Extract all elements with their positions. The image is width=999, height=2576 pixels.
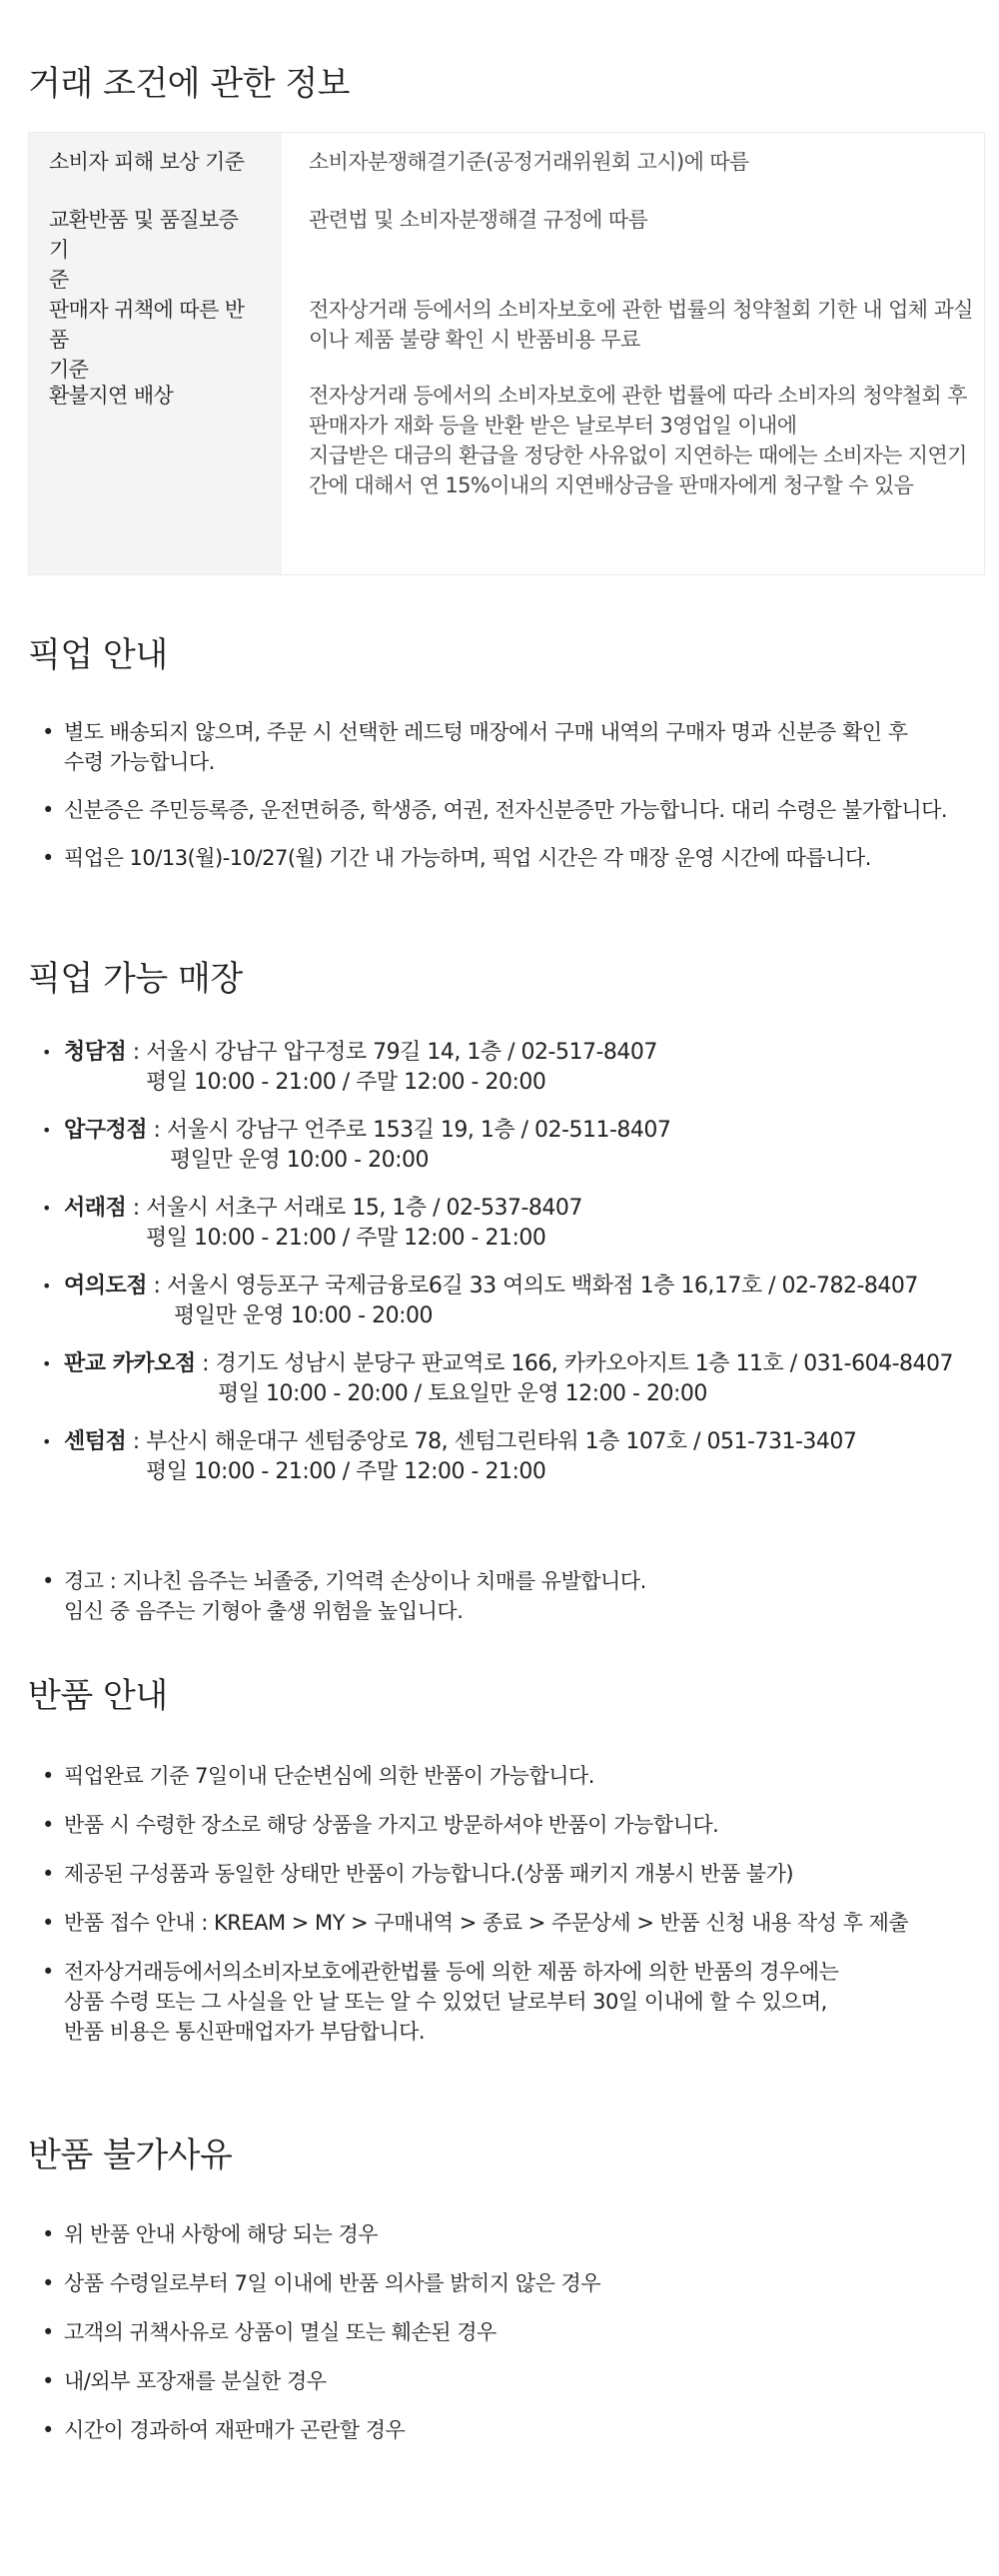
list-item: [28, 1859, 985, 1889]
list-item-line: 별도 배송되지 않으며, 주문 시 선택한 레드텅 매장에서 구매 내역의 구매자 명과 신분증 확인 후: [64, 720, 908, 744]
bullet-icon: •: [42, 1354, 51, 1373]
bullet-icon: •: [42, 1199, 51, 1218]
terms-value-line: 간에 대해서 연 15%이내의 지연배상금을 판매자에게 청구할 수 있음: [309, 473, 914, 497]
terms-key: 환불지연 배상: [49, 384, 174, 408]
bullet-icon: •: [42, 1960, 54, 1984]
store-hours: 평일 10:00 - 21:00 / 주말 12:00 - 20:00: [146, 1070, 546, 1095]
warning-line: 임신 중 음주는 기형아 출생 위험을 높입니다.: [64, 1599, 464, 1623]
no-returns-list: [28, 2219, 985, 2445]
list-item: [28, 2415, 985, 2445]
store-name: 판교 카카오점: [64, 1351, 196, 1376]
terms-value: [309, 147, 963, 177]
store-name: 센텀점: [64, 1429, 127, 1454]
terms-row: [29, 147, 984, 177]
list-item-line: 고객의 귀책사유로 상품이 멸실 또는 훼손된 경우: [64, 2320, 497, 2344]
list-item-line: 위 반품 안내 사항에 해당 되는 경우: [64, 2222, 379, 2246]
bullet-icon: •: [42, 1277, 51, 1295]
list-item: [28, 1761, 985, 1791]
bullet-icon: •: [42, 720, 54, 744]
bullet-icon: •: [42, 2369, 54, 2393]
store-name: 여의도점: [64, 1274, 148, 1298]
list-item: [28, 2268, 985, 2298]
terms-key-line: 준: [49, 268, 69, 292]
bullet-icon: •: [42, 1911, 54, 1935]
terms-row: [29, 295, 984, 385]
no-returns-title: 반품 불가사유: [28, 2136, 233, 2175]
terms-value: [309, 295, 973, 355]
terms-key: [29, 295, 259, 385]
terms-value-line: 지급받은 대금의 환급을 정당한 사유없이 지연하는 때에는 소비자는 지연기: [309, 443, 967, 467]
pickup-info-list: [28, 717, 985, 873]
list-item: [28, 2219, 985, 2249]
store-hours: 평일 10:00 - 20:00 / 토요일만 운영 12:00 - 20:00: [218, 1381, 707, 1406]
bullet-icon: •: [42, 1043, 51, 1062]
terms-key: [29, 205, 259, 295]
store-hours: 평일만 운영 10:00 - 20:00: [174, 1303, 433, 1328]
pickup-info-title: 픽업 안내: [28, 635, 168, 675]
list-item-line: 픽업완료 기준 7일이내 단순변심에 의한 반품이 가능합니다.: [64, 1764, 594, 1788]
terms-value-line: 판매자가 재화 등을 반환 받은 날로부터 3영업일 이내에: [309, 414, 797, 437]
bullet-icon: •: [42, 1813, 54, 1837]
bullet-icon: •: [42, 1432, 51, 1451]
stores-title: 픽업 가능 매장: [28, 959, 243, 999]
returns-list: [28, 1761, 985, 2047]
list-item-line: 신분증은 주민등록증, 운전면허증, 학생증, 여권, 전자신분증만 가능합니다. 대리 수령은 불가합니다.: [64, 798, 948, 822]
list-item: [28, 1957, 985, 2047]
list-item: [28, 2317, 985, 2347]
terms-value: [309, 381, 967, 500]
store-hours: 평일 10:00 - 21:00 / 주말 12:00 - 21:00: [146, 1459, 546, 1484]
bullet-icon: •: [42, 1862, 54, 1886]
bullet-icon: •: [42, 798, 54, 822]
list-item-line: 전자상거래등에서의소비자보호에관한법률 등에 의한 제품 하자에 의한 반품의 경우에는: [64, 1960, 839, 1984]
bullet-icon: •: [42, 2222, 54, 2246]
bullet-icon: •: [42, 2320, 54, 2344]
store-item: [28, 1349, 985, 1409]
list-item: [28, 717, 985, 777]
stores-list: [28, 1038, 985, 1487]
store-address: : 부산시 해운대구 센텀중앙로 78, 센텀그린타워 1층 107호 / 051-731-3407: [126, 1429, 857, 1454]
store-address: : 서울시 서초구 서래로 15, 1층 / 02-537-8407: [126, 1196, 582, 1221]
terms-title: 거래 조건에 관한 정보: [28, 64, 351, 104]
store-item: [28, 1272, 985, 1331]
bullet-icon: •: [42, 2418, 54, 2442]
terms-key-line: 기준: [49, 358, 89, 382]
list-item-line: 반품 비용은 통신판매업자가 부담합니다.: [64, 2020, 426, 2044]
list-item-line: 픽업은 10/13(월)-10/27(월) 기간 내 가능하며, 픽업 시간은 각 매장 운영 시간에 따릅니다.: [64, 846, 871, 870]
terms-key: 소비자 피해 보상 기준: [49, 150, 245, 174]
bullet-icon: •: [42, 1569, 54, 1593]
store-hours: 평일 10:00 - 21:00 / 주말 12:00 - 21:00: [146, 1226, 546, 1251]
warning-list: [28, 1566, 985, 1626]
store-item: [28, 1116, 985, 1176]
list-item-line: 제공된 구성품과 동일한 상태만 반품이 가능합니다.(상품 패키지 개봉시 반품 불가): [64, 1862, 794, 1886]
terms-value-line: 전자상거래 등에서의 소비자보호에 관한 법률의 청약철회 기한 내 업체 과실: [309, 298, 973, 322]
list-item-line: 수령 가능합니다.: [64, 750, 215, 774]
list-item-line: 내/외부 포장재를 분실한 경우: [64, 2369, 327, 2393]
terms-value-line: 이나 제품 불량 확인 시 반품비용 무료: [309, 328, 640, 352]
store-name: 청담점: [64, 1040, 127, 1065]
list-item-line: 반품 접수 안내 : KREAM > MY > 구매내역 > 종료 > 주문상세 > 반품 신청 내용 작성 후 제출: [64, 1911, 909, 1935]
list-item-line: 상품 수령일로부터 7일 이내에 반품 의사를 밝히지 않은 경우: [64, 2271, 601, 2295]
terms-table: [28, 132, 985, 575]
terms-key-line: 판매자 귀책에 따른 반품: [49, 298, 245, 352]
store-item: [28, 1038, 985, 1098]
store-name: 압구정점: [64, 1118, 148, 1143]
list-item: [28, 843, 985, 873]
store-item: [28, 1194, 985, 1254]
bullet-icon: •: [42, 1764, 54, 1788]
list-item: [28, 2366, 985, 2396]
store-address: : 서울시 강남구 언주로 153길 19, 1층 / 02-511-8407: [147, 1118, 671, 1143]
list-item: [28, 1908, 985, 1938]
store-address: : 서울시 강남구 압구정로 79길 14, 1층 / 02-517-8407: [126, 1040, 657, 1065]
warning-line: 경고 : 지나친 음주는 뇌졸중, 기억력 손상이나 치매를 유발합니다.: [64, 1569, 646, 1593]
list-item-line: 시간이 경과하여 재판매가 곤란할 경우: [64, 2418, 406, 2442]
list-item: [28, 1810, 985, 1840]
store-address: : 경기도 성남시 분당구 판교역로 166, 카카오아지트 1층 11호 / 031-604-8407: [195, 1351, 954, 1376]
terms-key-line: 교환반품 및 품질보증 기: [49, 208, 239, 262]
terms-value-line: 관련법 및 소비자분쟁해결 규정에 따름: [309, 208, 648, 232]
terms-value: [309, 205, 963, 235]
list-item-line: 상품 수령 또는 그 사실을 안 날 또는 알 수 있었던 날로부터 30일 이내에 할 수 있으며,: [64, 1990, 827, 2014]
bullet-icon: •: [42, 846, 54, 870]
store-hours: 평일만 운영 10:00 - 20:00: [170, 1148, 429, 1173]
list-item: [28, 795, 985, 825]
store-name: 서래점: [64, 1196, 127, 1221]
bullet-icon: •: [42, 1121, 51, 1140]
returns-title: 반품 안내: [28, 1676, 168, 1716]
store-address: : 서울시 영등포구 국제금융로6길 33 여의도 백화점 1층 16,17호 / 02-782-8407: [147, 1274, 918, 1298]
bullet-icon: •: [42, 2271, 54, 2295]
store-item: [28, 1427, 985, 1487]
terms-value-line: 전자상거래 등에서의 소비자보호에 관한 법률에 따라 소비자의 청약철회 후: [309, 384, 967, 408]
warning-item: [28, 1566, 985, 1626]
terms-value-line: 소비자분쟁해결기준(공정거래위원회 고시)에 따름: [309, 150, 749, 174]
terms-row: [29, 205, 984, 295]
terms-row: [29, 381, 984, 497]
list-item-line: 반품 시 수령한 장소로 해당 상품을 가지고 방문하셔야 반품이 가능합니다.: [64, 1813, 719, 1837]
